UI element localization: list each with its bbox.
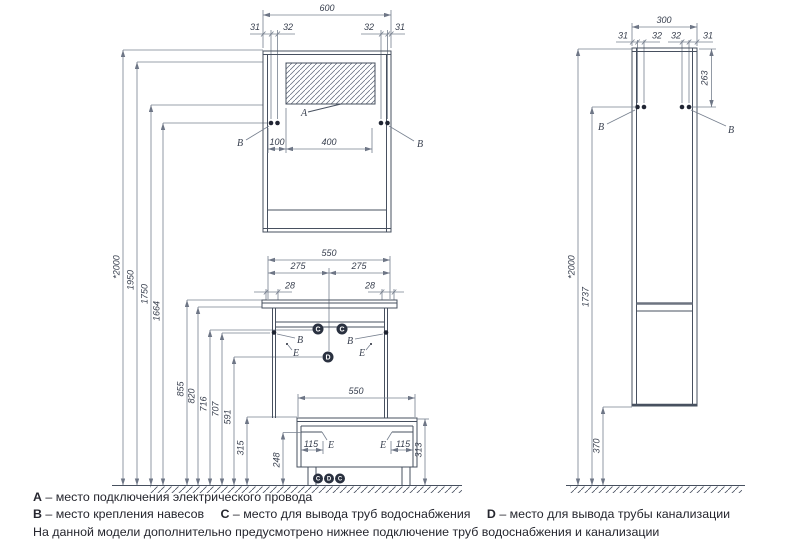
mirror-offset-label: 31 (394, 22, 406, 32)
line-graphic (277, 334, 295, 338)
height-label-315: 315 (235, 440, 246, 456)
point-d-label: D (326, 476, 332, 483)
mount-point (275, 121, 280, 126)
circle-graphic (286, 343, 288, 345)
point-b-label: B (727, 125, 735, 136)
base-width-label: 550 (348, 386, 364, 396)
legend-text-c: – место для вывода труб водоснабжения (232, 507, 471, 522)
vanity-front-view (254, 248, 404, 418)
base-height-label: 313 (413, 442, 424, 458)
circle-graphic (370, 343, 372, 345)
vanity-width-label: 550 (321, 248, 337, 258)
line-graphic (691, 110, 726, 126)
point-b-label: B (296, 335, 304, 346)
height-label-2000: *2000 (111, 255, 122, 279)
mount-point (385, 121, 390, 126)
base-inset-label: 115 (303, 439, 319, 449)
point-b-label: B (597, 122, 605, 133)
line-graphic (322, 432, 327, 440)
side-offset-label: 31 (617, 30, 629, 41)
mount-point (272, 330, 277, 335)
vanity-hinge-offset-label: 28 (364, 280, 376, 291)
vanity-half-label: 275 (290, 261, 306, 271)
line-graphic (387, 432, 392, 440)
height-label-591: 591 (222, 409, 233, 425)
vanity-countertop (262, 300, 397, 308)
legend (33, 489, 743, 541)
point-c-label: C (337, 476, 343, 483)
base-inner-height-label: 248 (271, 452, 282, 468)
side-total-height-label: *2000 (566, 255, 577, 279)
height-label-1664: 1664 (151, 300, 162, 322)
mirror-offset-label: 32 (363, 22, 375, 32)
mirror-offset-label: 31 (249, 22, 261, 32)
line-graphic (246, 126, 269, 140)
mirror-cabinet-front-view (237, 3, 423, 232)
point-c-label: C (339, 326, 345, 334)
mount-point (680, 105, 685, 110)
legend-key-a: A (33, 490, 42, 504)
point-e-label: E (358, 348, 366, 359)
legend-key-b: B (33, 507, 42, 522)
legend-key-c: C (220, 507, 230, 522)
point-b-label: B (416, 139, 424, 150)
side-offset-label: 32 (651, 30, 663, 41)
mount-point (642, 105, 647, 110)
mirror-lamp-area (286, 63, 375, 104)
side-width-label: 300 (656, 15, 672, 25)
legend-text-a: – место подключения электрического провода (45, 490, 313, 504)
legend-line-bcd (33, 506, 743, 523)
point-e-label: E (379, 440, 387, 451)
legend-line-a (33, 489, 743, 506)
line-graphic (607, 110, 635, 124)
legend-text-b: – место крепления навесов (45, 507, 205, 522)
point-e-label: E (292, 348, 300, 359)
line-graphic (355, 334, 383, 339)
vanity-half-label: 275 (351, 261, 367, 271)
side-offset-label: 31 (702, 30, 714, 41)
mirror-offset-label: 32 (282, 22, 294, 32)
mirror-width-label: 600 (319, 3, 335, 13)
column-body (632, 48, 697, 406)
point-c-label: C (315, 476, 321, 483)
side-offset-label: 32 (670, 30, 682, 41)
point-b-label: B (346, 336, 354, 347)
mount-offset-label: 100 (269, 137, 285, 147)
line-graphic (308, 104, 341, 112)
vanity-hinge-offset-label: 28 (284, 280, 296, 291)
mount-point (687, 105, 692, 110)
base-inset-label: 115 (395, 439, 411, 449)
height-label-1950: 1950 (125, 269, 136, 291)
height-label-820: 820 (186, 388, 197, 404)
mount-point (384, 330, 389, 335)
side-top-to-mount-label: 263 (699, 70, 710, 86)
legend-key-d: D (486, 507, 496, 522)
side-mount-height-label: 1737 (580, 286, 591, 308)
height-label-716: 716 (198, 396, 209, 412)
height-label-855: 855 (175, 381, 186, 397)
side-floor-gap-label: 370 (591, 438, 602, 454)
legend-text-d: – место для вывода трубы канализации (499, 507, 731, 522)
legend-note: На данной модели дополнительно предусмотрено нижнее подключение труб водоснабжения и канализации (33, 524, 660, 539)
mount-point (379, 121, 384, 126)
height-label-707: 707 (210, 401, 221, 417)
base-unit-front-view (272, 386, 430, 486)
point-a-label: A (301, 108, 308, 119)
cabinet-side-view (566, 15, 745, 493)
point-b-label: B (236, 138, 244, 149)
point-c-label: C (315, 326, 321, 334)
mount-point (269, 121, 274, 126)
point-e-label: E (327, 440, 335, 451)
line-graphic (389, 126, 414, 141)
mount-span-label: 400 (321, 137, 337, 147)
line-graphic (288, 345, 292, 350)
line-graphic (366, 345, 370, 350)
height-label-1750: 1750 (139, 283, 150, 305)
point-d-label: D (325, 354, 331, 362)
